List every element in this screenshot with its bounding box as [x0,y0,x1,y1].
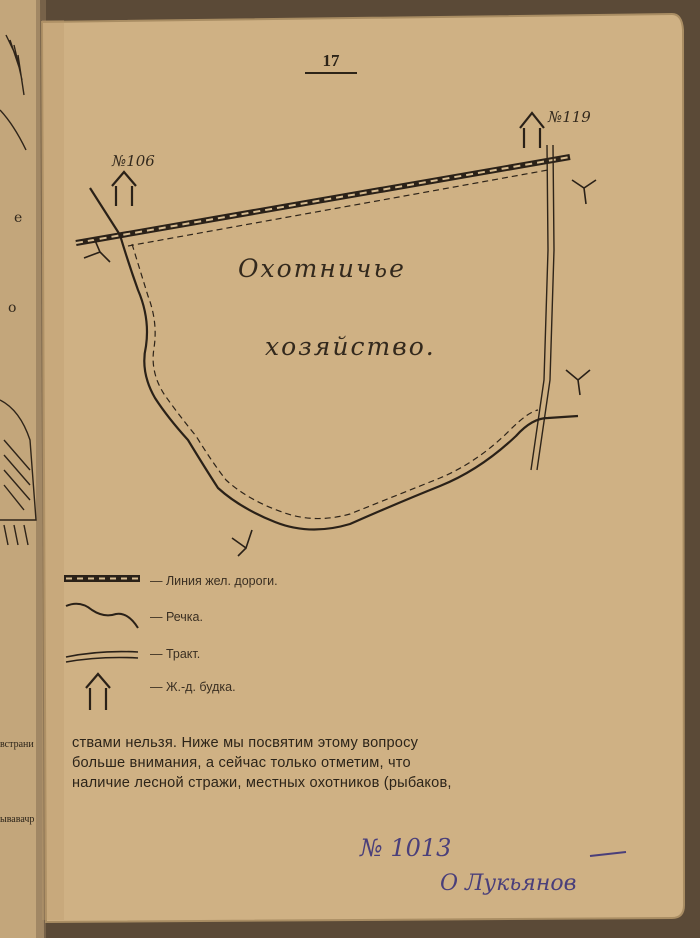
left-fragment-1: е [14,210,23,226]
left-fragment-2: о [8,300,17,316]
page-number: 17 [305,50,357,74]
handwritten-inventory-number: № 1013 [360,834,452,862]
left-fragment-3: встрани [0,739,34,750]
booth-106-label: №106 [112,152,155,170]
legend-road-label: — Тракт. [150,647,201,661]
booth-119-label: №119 [548,108,591,126]
legend-river-label: — Речка. [150,610,203,624]
body-paragraph [72,733,587,793]
area-label-line1: Охотничье [238,254,406,283]
area-label-line2: хозяйство. [265,332,436,361]
body-line-2: больше внимания, а сейчас только отметим, что [72,755,411,771]
legend-booth-label: — Ж.-д. будка. [150,680,236,694]
handwritten-signature: О Лукьянов [440,871,577,896]
body-line-1: ствами нельзя. Ниже мы посвятим этому вопросу [72,735,419,751]
body-line-3: наличие лесной стражи, местных охотников (рыбаков, [72,775,452,791]
legend-railway-symbol [64,575,140,582]
left-fragment-4: ывавачр [0,814,35,825]
legend-railway-label: — Линия жел. дороги. [150,574,278,588]
